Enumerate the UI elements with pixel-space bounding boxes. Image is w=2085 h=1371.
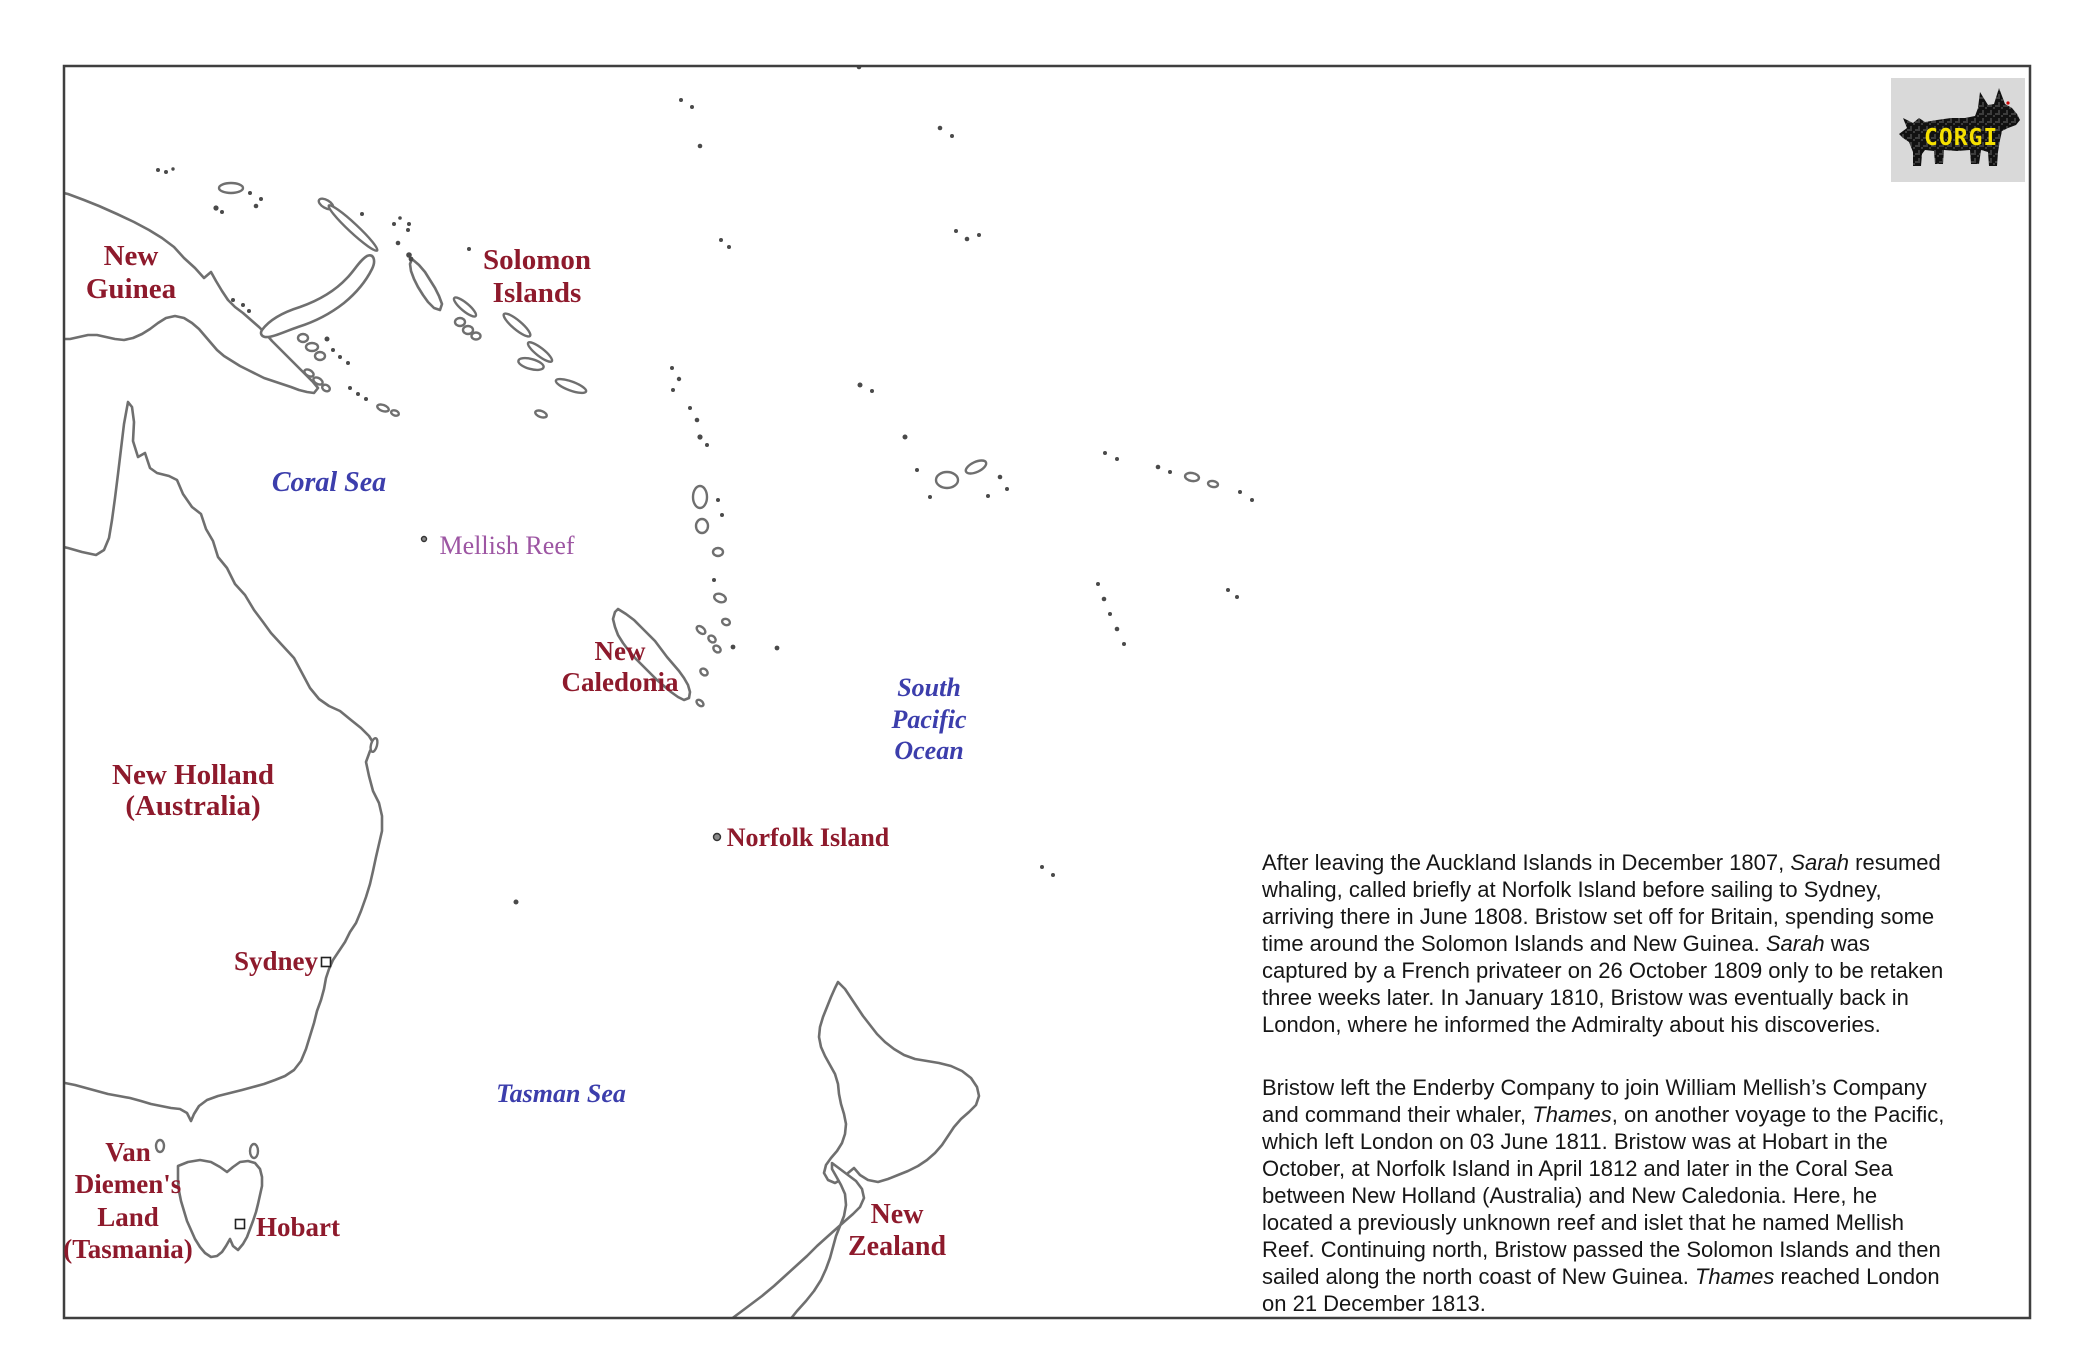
label-van-diemens-land — [63, 1136, 193, 1266]
text-run: , on another voyage to the Pacific, — [1611, 1102, 1945, 1127]
island — [713, 548, 723, 556]
island — [455, 318, 465, 326]
island — [936, 472, 958, 488]
label-line: Land — [97, 1201, 159, 1232]
islet-speck — [1040, 865, 1044, 869]
label-hobart — [256, 1212, 340, 1243]
label-line: Coral Sea — [271, 467, 387, 498]
history-text-block — [1262, 849, 2022, 1317]
label-solomon-islands — [483, 244, 591, 310]
text-run: Reef. Continuing north, Bristow passed the Solomon Islands and then — [1262, 1237, 1941, 1262]
island — [501, 311, 533, 340]
island — [298, 334, 308, 342]
ship-name: Sarah — [1765, 931, 1825, 956]
island — [693, 486, 707, 508]
history-paragraph-2 — [1262, 1074, 2022, 1317]
label-new-holland — [112, 760, 274, 822]
islet-speck — [1005, 487, 1009, 491]
island — [699, 667, 709, 677]
label-line: (Tasmania) — [63, 1234, 193, 1265]
label-line: Caledonia — [561, 666, 679, 697]
island — [712, 644, 722, 654]
islet-speck — [670, 366, 674, 370]
text-line — [1262, 1074, 2022, 1101]
label-line: Ocean — [894, 736, 964, 766]
label-line: Mellish Reef — [439, 531, 575, 560]
island — [321, 383, 331, 392]
island — [376, 403, 389, 413]
islet-speck — [688, 406, 692, 410]
corgi-logo-text: CORGI — [1924, 125, 1999, 151]
islet-speck — [259, 197, 263, 201]
islet-speck — [1168, 470, 1172, 474]
islet-speck — [398, 216, 402, 220]
islet-speck — [1102, 597, 1107, 602]
islet-speck — [1096, 582, 1100, 586]
text-run: October, at Norfolk Island in April 1812 and later in the Coral Sea — [1262, 1156, 1894, 1181]
island — [964, 458, 988, 476]
islet-speck — [903, 435, 908, 440]
text-line — [1262, 1155, 2022, 1182]
sydney-marker — [322, 958, 331, 967]
islet-speck — [220, 210, 224, 214]
island — [452, 295, 479, 319]
new-britain-island — [261, 255, 374, 337]
text-line — [1262, 984, 2022, 1011]
text-run: London, where he informed the Admiralty about his discoveries. — [1262, 1012, 1881, 1037]
islet-speck — [364, 397, 368, 401]
text-run: time around the Solomon Islands and New Guinea. — [1262, 931, 1766, 956]
label-line: Norfolk Island — [726, 822, 890, 852]
islet-speck — [998, 475, 1003, 480]
label-line: Zealand — [847, 1231, 947, 1262]
islet-speck — [1122, 642, 1126, 646]
islet-speck — [705, 443, 709, 447]
islet-speck — [171, 167, 174, 170]
label-line: Solomon — [483, 243, 591, 276]
islet-speck — [213, 205, 218, 210]
island — [554, 376, 587, 395]
islet-speck — [514, 900, 519, 905]
label-line: New — [870, 1199, 924, 1230]
islet-speck — [858, 383, 863, 388]
island — [1184, 472, 1199, 482]
label-sydney — [234, 946, 318, 977]
islet-speck — [406, 252, 412, 258]
text-line — [1262, 1182, 2022, 1209]
island — [713, 592, 727, 604]
text-line — [1262, 876, 2022, 903]
label-tasman-sea — [496, 1078, 626, 1109]
islet-speck — [697, 434, 702, 439]
text-run: sailed along the north coast of New Guinea. — [1262, 1264, 1695, 1289]
text-line — [1262, 1101, 2022, 1128]
text-line — [1262, 930, 2022, 957]
label-new-caledonia — [561, 636, 678, 698]
corgi-eye-dot — [2006, 101, 2009, 104]
island — [695, 699, 704, 708]
text-line — [1262, 849, 2022, 876]
text-line — [1262, 1263, 2022, 1290]
text-line — [1262, 1236, 2022, 1263]
islet-speck — [677, 377, 681, 381]
islet-speck — [467, 247, 471, 251]
islet-speck — [698, 144, 703, 149]
islet-speck — [346, 361, 350, 365]
island — [534, 409, 547, 419]
label-line: South — [897, 673, 961, 703]
islet-speck — [1238, 490, 1242, 494]
islet-speck — [915, 468, 919, 472]
text-run: located a previously unknown reef and islet that he named Mellish — [1262, 1210, 1905, 1235]
island — [463, 326, 473, 334]
text-run: between New Holland (Australia) and New Caledonia. Here, he — [1262, 1183, 1878, 1208]
islet-speck — [1051, 873, 1055, 877]
text-run: which left London on 03 June 1811. Bristow was at Hobart in the — [1262, 1129, 1888, 1154]
label-line: Pacific — [891, 704, 967, 734]
text-run: and command their whaler, — [1262, 1102, 1533, 1127]
islet-speck — [847, 58, 851, 62]
label-line: (Australia) — [125, 789, 261, 822]
ship-name: Sarah — [1790, 850, 1850, 875]
island — [695, 624, 707, 635]
islet-speck — [331, 348, 335, 352]
nz-south-island — [685, 1163, 864, 1371]
island — [219, 183, 243, 193]
islet-speck — [695, 418, 700, 423]
island — [326, 202, 380, 254]
label-norfolk-island — [727, 822, 890, 853]
text-line — [1262, 1209, 2022, 1236]
islet-speck — [360, 212, 364, 216]
islet-speck — [241, 303, 245, 307]
label-line: Van — [105, 1136, 151, 1167]
label-new-zealand — [848, 1199, 946, 1263]
islet-speck — [407, 222, 411, 226]
text-run: was — [1824, 931, 1870, 956]
text-run: reached London — [1774, 1264, 1940, 1289]
islet-speck — [938, 126, 943, 131]
islet-speck — [356, 392, 360, 396]
island — [721, 618, 731, 626]
text-run: whaling, called briefly at Norfolk Island before sailing to Sydney, — [1262, 877, 1882, 902]
label-line: Hobart — [256, 1211, 340, 1242]
label-line: New — [103, 239, 159, 272]
islet-speck — [1108, 612, 1112, 616]
label-line: Islands — [492, 276, 582, 309]
islet-speck — [712, 578, 716, 582]
label-coral-sea — [272, 467, 386, 499]
islet-speck — [247, 309, 251, 313]
islet-speck — [928, 495, 932, 499]
bougainville-island — [410, 259, 442, 310]
label-south-pacific-ocean — [891, 672, 966, 767]
text-line — [1262, 903, 2022, 930]
corgi-logo-graphic — [1891, 78, 2025, 182]
islet-speck — [719, 238, 723, 242]
text-run: arriving there in June 1808. Bristow set off for Britain, spending some — [1262, 904, 1935, 929]
text-line — [1262, 1290, 2022, 1317]
text-line — [1262, 957, 2022, 984]
islet-speck — [156, 168, 160, 172]
islet-speck — [325, 337, 330, 342]
island — [390, 409, 399, 416]
island — [1208, 480, 1219, 488]
corgi-logo — [1891, 78, 2025, 182]
island — [707, 634, 717, 644]
islet-speck — [254, 204, 259, 209]
islet-speck — [164, 170, 168, 174]
text-run: captured by a French privateer on 26 October 1809 only to be retaken — [1262, 958, 1944, 983]
nz-north-island — [819, 982, 979, 1183]
islet-speck — [348, 386, 352, 390]
islet-speck — [396, 241, 401, 246]
islet-speck — [1250, 498, 1254, 502]
hobart-marker — [236, 1220, 245, 1229]
islet-speck — [671, 388, 675, 392]
ship-name: Thames — [1694, 1264, 1775, 1289]
text-line — [1262, 1011, 2022, 1038]
label-line: Sydney — [233, 945, 319, 976]
islet-speck — [338, 355, 342, 359]
text-run: Bristow left the Enderby Company to join William Mellish’s Company — [1262, 1075, 1927, 1100]
mellish-reef-dot — [422, 537, 427, 542]
ship-name: Thames — [1532, 1102, 1612, 1127]
islet-speck — [231, 298, 235, 302]
islet-speck — [392, 222, 396, 226]
history-paragraph-1 — [1262, 849, 2022, 1038]
text-run: resumed — [1849, 850, 1941, 875]
islet-speck — [727, 245, 731, 249]
islet-speck — [1115, 457, 1119, 461]
islet-speck — [1103, 451, 1107, 455]
label-line: Tasman Sea — [496, 1078, 626, 1108]
island — [696, 519, 708, 533]
islet-speck — [870, 389, 874, 393]
islet-speck — [965, 237, 970, 242]
norfolk-island-dot — [714, 834, 721, 841]
label-line: New Holland — [112, 758, 274, 791]
island — [306, 343, 318, 351]
text-run: on 21 December 1813. — [1262, 1291, 1486, 1316]
islet-speck — [731, 645, 736, 650]
islet-speck — [248, 191, 252, 195]
island — [315, 352, 325, 360]
islet-speck — [950, 134, 954, 138]
text-run: three weeks later. In January 1810, Bristow was eventually back in — [1262, 985, 1909, 1010]
label-line: Guinea — [85, 272, 177, 305]
islet-speck — [954, 229, 958, 233]
islet-speck — [1156, 465, 1161, 470]
islet-speck — [679, 98, 683, 102]
label-line: Diemen's — [74, 1169, 182, 1200]
island — [250, 1144, 258, 1158]
islet-speck — [406, 228, 410, 232]
island — [472, 333, 481, 340]
label-line: New — [594, 635, 646, 666]
label-new-guinea — [86, 240, 176, 306]
islet-speck — [690, 105, 694, 109]
label-mellish-reef — [439, 530, 574, 562]
islet-speck — [986, 494, 990, 498]
islet-speck — [977, 233, 981, 237]
text-line — [1262, 1128, 2022, 1155]
islet-speck — [775, 646, 780, 651]
islet-speck — [1115, 627, 1120, 632]
text-run: After leaving the Auckland Islands in December 1807, — [1262, 850, 1791, 875]
islet-speck — [720, 513, 724, 517]
coastlines-group — [50, 58, 1254, 1371]
islet-speck — [1235, 595, 1239, 599]
islet-speck — [1226, 588, 1230, 592]
islet-speck — [716, 498, 720, 502]
